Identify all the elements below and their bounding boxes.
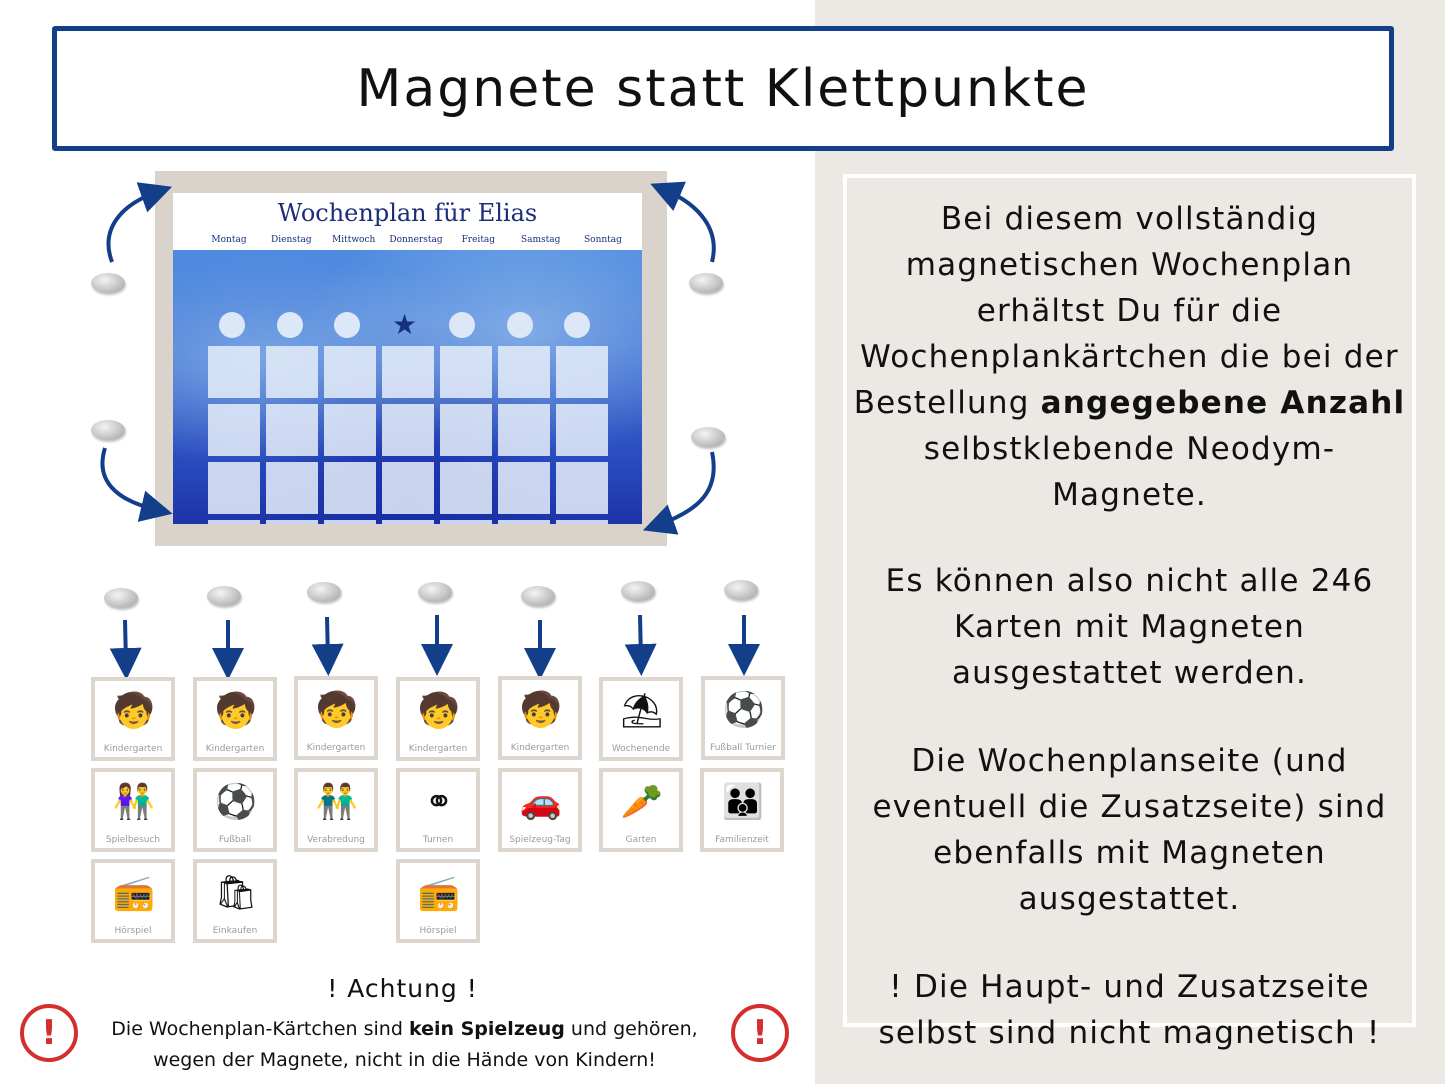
garden-icon: 🥕 — [620, 782, 664, 822]
warning-icon: ! — [731, 1004, 789, 1062]
card-label: Kindergarten — [408, 744, 468, 754]
radio-icon: 📻 — [417, 873, 461, 913]
football-tournament-icon: ⚽ — [722, 690, 766, 730]
info-text: Bei diesem vollständig magnetischen Wochenplan erhältst Du für die Wochenplankärtchen die bei der Bestellung — [853, 201, 1399, 421]
card-label: Garten — [625, 835, 657, 845]
warning-text-bold: kein Spielzeug — [408, 1018, 565, 1040]
card-label: Kindergarten — [205, 744, 265, 754]
magnet-icon — [521, 586, 555, 606]
football-icon: ⚽ — [214, 782, 258, 822]
toy-icon: 🚗 — [519, 782, 563, 822]
magnet-icon — [691, 427, 725, 447]
info-text: selbstklebende Neodym-Magnete. — [923, 431, 1336, 513]
card-label: Kindergarten — [103, 744, 163, 754]
activity-card — [294, 768, 378, 852]
family-icon: 👪 — [721, 782, 765, 822]
magnet-icon — [91, 420, 125, 440]
magnet-icon — [307, 582, 341, 602]
activity-card — [396, 677, 480, 761]
card-label: Spielzeug-Tag — [509, 835, 571, 845]
activity-card — [700, 768, 784, 852]
arrow-icon — [658, 452, 714, 525]
activity-card — [498, 768, 582, 852]
warning-icon: ! — [20, 1004, 78, 1062]
magnet-icon — [689, 273, 723, 293]
magnet-icon — [207, 586, 241, 606]
activity-card — [91, 677, 175, 761]
magnet-icon — [91, 273, 125, 293]
hammock-icon: ⛱ — [620, 691, 664, 731]
planner-title: Wochenplan für Elias — [277, 199, 538, 227]
playdate-icon: 👫 — [112, 782, 156, 822]
activity-card — [396, 859, 480, 943]
kindergarten-icon: 🧒 — [519, 690, 563, 730]
arrow-icon — [102, 448, 157, 510]
warning-text-part: und gehören, wegen der Magnete, nicht in die Hände von Kindern! — [153, 1018, 698, 1071]
arrow-down-icon — [640, 615, 641, 660]
kindergarten-icon: 🧒 — [417, 691, 461, 731]
activity-card — [599, 677, 683, 761]
day-label: Freitag — [461, 235, 496, 245]
warning-title: ! Achtung ! — [327, 974, 478, 1003]
card-label: Fußball Turnier — [710, 743, 776, 753]
activity-card — [294, 676, 378, 760]
activity-card — [599, 768, 683, 852]
activity-card — [193, 768, 277, 852]
page-title: Magnete statt Klettpunkte — [356, 58, 1090, 119]
info-text-bold: angegebene Anzahl — [1040, 385, 1406, 421]
day-label: Dienstag — [271, 235, 312, 245]
radio-icon: 📻 — [112, 873, 156, 913]
kindergarten-icon: 🧒 — [214, 691, 258, 731]
activity-card — [193, 677, 277, 761]
card-label: Turnen — [422, 835, 454, 845]
card-label: Fußball — [218, 835, 252, 845]
card-label: Spielbesuch — [105, 835, 161, 845]
card-label: Verabredung — [307, 835, 365, 845]
meeting-icon: 👬 — [315, 782, 359, 822]
info-paragraph: Die Wochenplanseite (und eventuell die Zusatzseite) sind ebenfalls mit Magneten ausgestattet. — [872, 743, 1387, 917]
magnet-icon — [724, 580, 758, 600]
arrow-down-icon — [125, 620, 126, 664]
info-paragraph: Es können also nicht alle 246 Karten mit Magneten ausgestattet werden. — [885, 563, 1374, 691]
info-paragraph — [847, 196, 1412, 518]
activity-card — [396, 768, 480, 852]
card-label: Einkaufen — [212, 926, 258, 936]
kindergarten-icon: 🧒 — [315, 690, 359, 730]
activity-card — [91, 859, 175, 943]
activity-card — [701, 676, 785, 760]
card-label: Hörspiel — [114, 926, 152, 936]
shopping-icon: 🛍 — [214, 873, 258, 913]
star-icon: ★ — [391, 308, 418, 341]
card-label: Hörspiel — [419, 926, 457, 936]
info-paragraph: ! Die Haupt- und Zusatzseite selbst sind nicht magnetisch ! — [878, 969, 1381, 1051]
day-label: Montag — [211, 235, 247, 245]
magnet-icon — [104, 588, 138, 608]
card-label: Familienzeit — [715, 835, 769, 845]
day-label: Mittwoch — [332, 235, 376, 245]
kindergarten-icon: 🧒 — [112, 691, 156, 731]
activity-card — [91, 768, 175, 852]
card-label: Wochenende — [611, 744, 671, 754]
arrow-down-icon — [327, 617, 328, 660]
warning-text-part: Die Wochenplan-Kärtchen sind — [111, 1018, 409, 1040]
card-label: Kindergarten — [510, 743, 570, 753]
activity-card — [498, 676, 582, 760]
day-label: Samstag — [520, 235, 561, 245]
info-box — [843, 174, 1416, 1051]
day-label: Donnerstag — [389, 235, 443, 245]
magnet-icon — [418, 582, 452, 602]
day-label: Sonntag — [584, 235, 622, 245]
magnet-icon — [621, 581, 655, 601]
card-label: Kindergarten — [306, 743, 366, 753]
arrow-icon — [665, 190, 714, 262]
arrow-icon — [109, 192, 157, 262]
rings-icon: ⚭ — [424, 782, 454, 822]
warning-text — [92, 1014, 717, 1076]
activity-card — [193, 859, 277, 943]
